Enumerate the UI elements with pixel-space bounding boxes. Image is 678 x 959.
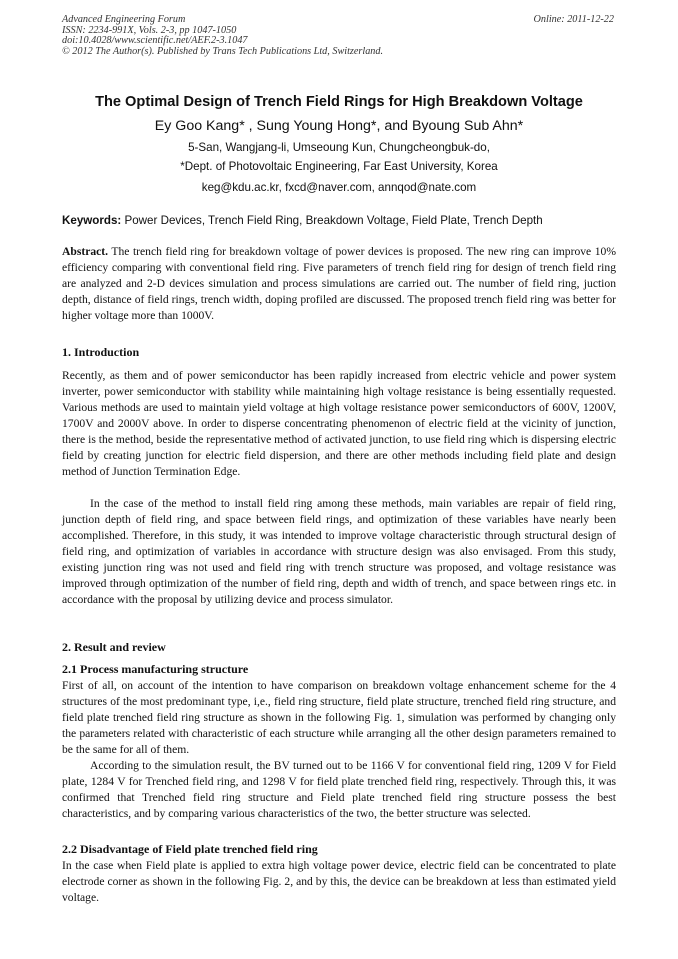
author-emails: keg@kdu.ac.kr, fxcd@naver.com, annqod@nate.com bbox=[201, 181, 477, 194]
subsection-heading-disadvantage: 2.2 Disadvantage of Field plate trenched field ring bbox=[62, 842, 318, 856]
abstract-text: The trench field ring for breakdown voltage of power devices is proposed. The new ring can improve 10% efficiency comparing with conventional field ring. Five parameters of trench field ring for design of trench field ring are analyzed and 2-D devices simulation and process simulations are carried out. The number of field ring, juction depth, distance of field rings, trench width, doping profiled are discussed. The proposed trench field ring was better for higher voltage more than 1000V. bbox=[62, 245, 616, 322]
section-heading-results: 2. Result and review bbox=[62, 640, 166, 654]
process-paragraph-2: According to the simulation result, the BV turned out to be 1166 V for conventional field ring, 1209 V for Field plate, 1284 V for Trenched field ring, and 1298 V for field plate trenched field ring, respectively. Through this, it was confirmed that Trenched field ring structure and Field plate trenched field ring structure possess the best characteristics, and by comparing various characteristics of the two, the better structure was selected. bbox=[62, 759, 616, 820]
intro-paragraph-2: In the case of the method to install field ring among these methods, main variables are repair of field ring, junction depth of field ring, and space between field rings, and optimization of these variables have nearly been accomplished. Therefore, in this study, it was intended to improve voltage characteristic through structural design of field ring, and optimization of variables in accordance with structure design was also envisaged. From this study, existing junction ring was not used and field ring with trench structure was proposed, and voltage resistance was improved through optimization of the number of field ring, depth and width of trench, and space between rings etc. in accordance with the proposal by utilizing device and process simulator. bbox=[62, 497, 616, 606]
affiliation-address: 5-San, Wangjang-li, Umseoung Kun, Chungcheongbuk-do, bbox=[188, 141, 490, 154]
journal-name: Advanced Engineering Forum bbox=[62, 14, 186, 25]
process-paragraph-1: First of all, on account of the intention to have comparison on breakdown voltage enhancement scheme for the 4 structures of the most predominant type, i,e., field ring structure, field plate structure, trenched field ring structure, and field plate trenched field ring structure as shown in the following Fig. 1, simulation was performed by changing only the parameters related with characteristic of each structure while arranging all the other design parameters remained to be the same for all of them. bbox=[62, 679, 616, 756]
issn-line: ISSN: 2234-991X, Vols. 2-3, pp 1047-1050 bbox=[62, 24, 237, 36]
online-date: Online: 2011-12-22 bbox=[533, 14, 614, 25]
abstract-label: Abstract. bbox=[62, 245, 109, 258]
affiliation-dept: *Dept. of Photovoltaic Engineering, Far East University, Korea bbox=[180, 160, 498, 173]
keywords-line bbox=[62, 214, 618, 227]
copyright-line: © 2012 The Author(s). Published by Trans Tech Publications Ltd, Switzerland. bbox=[62, 45, 384, 57]
disadvantage-paragraph-1: In the case when Field plate is applied to extra high voltage power device, electric field can be concentrated to plate electrode corner as shown in the following Fig. 2, and by this, the device can be breakdown at less than estimated yield voltage. bbox=[62, 859, 616, 904]
paper-title: The Optimal Design of Trench Field Rings for High Breakdown Voltage bbox=[95, 94, 583, 110]
journal-header bbox=[62, 15, 383, 57]
section-heading-introduction: 1. Introduction bbox=[62, 345, 140, 359]
keywords-label: Keywords: bbox=[62, 214, 122, 227]
subsection-heading-process: 2.1 Process manufacturing structure bbox=[62, 662, 249, 676]
abstract bbox=[62, 244, 616, 324]
doi-line: doi:10.4028/www.scientific.net/AEF.2-3.1047 bbox=[62, 35, 248, 47]
keywords-text: Power Devices, Trench Field Ring, Breakdown Voltage, Field Plate, Trench Depth bbox=[121, 214, 543, 227]
intro-paragraph-1: Recently, as them and of power semiconductor has been rapidly increased from electric vehicle and power system inverter, power semiconductor with stability while maintaining high voltage resistance is being essentially requested. Various methods are used to maintain yield voltage at high voltage resistance power semiconductors of 600V, 1200V, 1700V and 2000V above. In order to disperse concentrating phenomenon of electric field at the vicinity of junction, there is the method, beside the representative method of activated junction, to use field ring which is dispersing electric field by creating junction for electric field dispersion, and there are other methods including field plate and design method of Junction Termination Edge. bbox=[62, 369, 616, 478]
author-list: Ey Goo Kang* , Sung Young Hong*, and Byoung Sub Ahn* bbox=[154, 118, 524, 134]
